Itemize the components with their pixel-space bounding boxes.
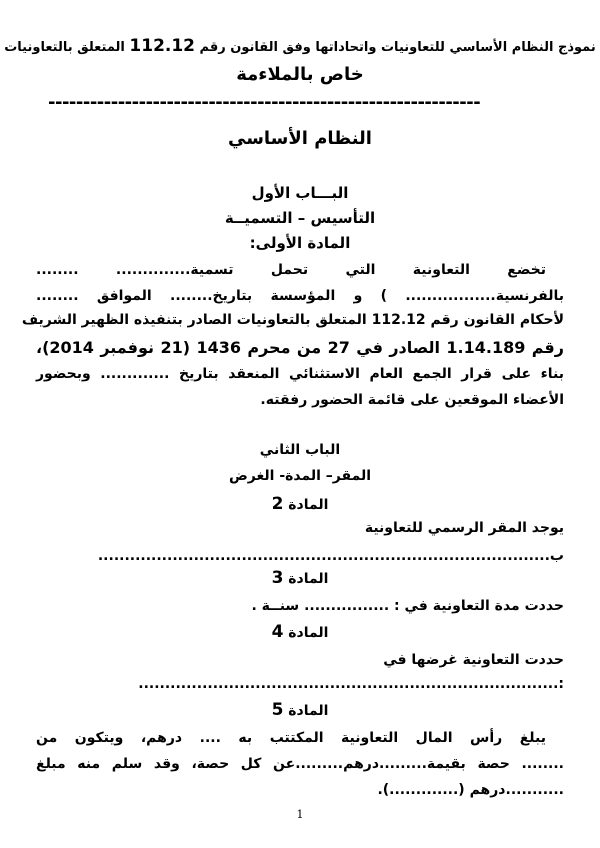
article5-line-3: ...........درهم (.............). [377, 782, 564, 798]
article5-heading [0, 700, 600, 720]
chapter2-title: الباب الثاني [259, 442, 341, 458]
article5-line-2: ........ حصة بقيمة.........درهم.........عن كل حصة، وقد سلم منه مبلغ [36, 756, 564, 772]
article4-fill: :............................................................................... [138, 676, 564, 692]
article1-label: المادة الأولى: [249, 234, 351, 252]
law-number: 112.12 [129, 36, 196, 56]
article3-text: حددت مدة التعاونية في : ................ سنــة . [251, 598, 564, 614]
article4-heading [0, 622, 600, 642]
article2-text: يوجد المقر الرسمي للتعاونية [364, 520, 564, 536]
article1-line-1: تخضع التعاونية التي تحمل تسمية.............. ........ [36, 262, 546, 278]
article1-line-2: بالفرنسية................. ) و المؤسسة بتاريخ........ الموافق ........ [36, 288, 564, 304]
article-word: المادة [288, 571, 329, 587]
doc-subtitle: خاص بالملاءمة [236, 64, 364, 85]
model-title: نموذج النظام الأساسي للتعاونيات واتحاداتها وفق القانون رقم [199, 40, 596, 55]
article-word: المادة [288, 625, 329, 641]
separator-line: -------------------------------------------------------------- [48, 92, 481, 113]
model-title-end: المتعلق بالتعاونيات [4, 40, 125, 55]
article2-fill: ب..................................................................................... [97, 548, 564, 564]
article4-text: حددت التعاونية غرضها في [383, 652, 564, 668]
article3-number: 3 [271, 568, 284, 588]
article2-heading [0, 494, 600, 514]
article1-line-4: رقم 1.14.189 الصادر في 27 من محرم 1436 (21 نوفمبر 2014)، [36, 338, 564, 357]
chapter1-title: البـــاب الأول [251, 184, 349, 202]
article2-number: 2 [271, 494, 284, 514]
article1-line-3: لأحكام القانون رقم 112.12 المتعلق بالتعاونيات الصادر بتنفيذه الظهير الشريف [21, 312, 564, 328]
article3-heading [0, 568, 600, 588]
article5-line-1: يبلغ رأس المال التعاونية المكتتب به .... درهم، ويتكون من [36, 730, 546, 746]
article5-number: 5 [271, 700, 284, 720]
article-word: المادة [288, 497, 329, 513]
article1-line-6: الأعضاء الموقعين على قائمة الحضور رفقته. [260, 392, 564, 408]
article-word: المادة [288, 703, 329, 719]
page-number: 1 [296, 808, 304, 821]
article4-number: 4 [271, 622, 284, 642]
chapter1-subtitle: التأسيس – التسميــة [224, 209, 376, 227]
model-title-line [0, 36, 600, 56]
doc-title: النظام الأساسي [228, 128, 372, 149]
article1-line-5: بناء على قرار الجمع العام الاستثنائي المنعقد بتاريخ ............. وبحضور [36, 366, 564, 382]
chapter2-subtitle: المقر– المدة- الغرض [228, 468, 372, 484]
